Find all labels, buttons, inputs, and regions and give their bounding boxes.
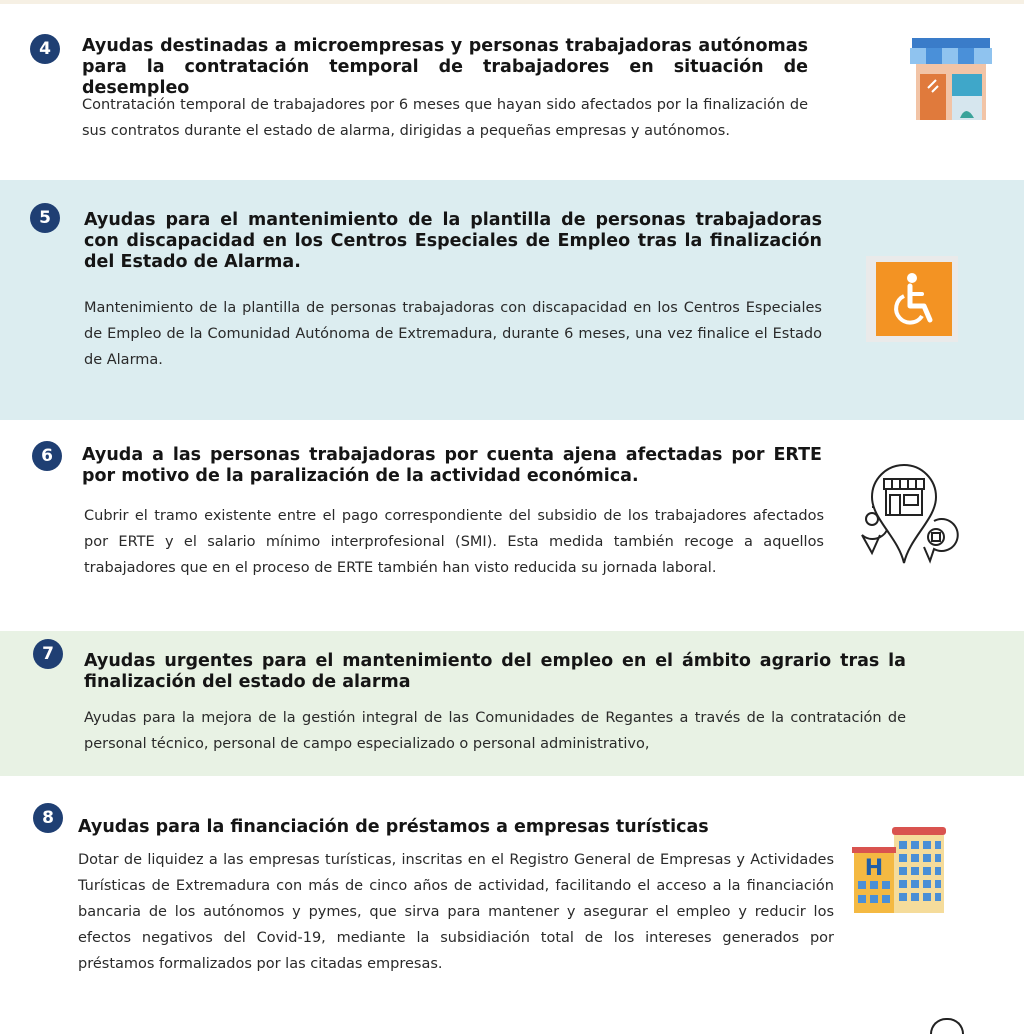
aid-item-4 <box>0 18 1024 178</box>
next-icon-edge <box>930 1018 964 1034</box>
item-title: Ayudas destinadas a microempresas y personas trabajadoras autónomas para la contratación temporal de trabajadores en situación de desempleo <box>82 36 808 98</box>
item-title: Ayuda a las personas trabajadoras por cuenta ajena afectadas por ERTE por motivo de la paralización de la actividad económica. <box>82 445 822 486</box>
aid-item-6 <box>0 421 1024 631</box>
top-divider <box>0 0 1024 4</box>
hotel-letter: H <box>864 856 884 881</box>
item-description: Mantenimiento de la plantilla de personas trabajadoras con discapacidad en los Centros Especiales de Empleo de la Comunidad Autónoma de Extremadura, durante 6 meses, una vez finalice el Estado de Alarma. <box>84 300 822 368</box>
item-description: Contratación temporal de trabajadores por 6 meses que hayan sido afectados por la finalización de sus contratos durante el estado de alarma, dirigidas a pequeñas empresas y autónomos. <box>82 97 808 139</box>
aid-item-5 <box>0 180 1024 420</box>
item-title: Ayudas para la financiación de préstamos a empresas turísticas <box>78 817 709 837</box>
item-number-badge: 7 <box>33 639 63 669</box>
item-number-badge: 8 <box>33 803 63 833</box>
item-number-badge: 4 <box>30 34 60 64</box>
aid-item-7 <box>0 631 1024 776</box>
shop-location-pins-icon <box>850 461 960 565</box>
shop-storefront-icon <box>908 32 994 122</box>
item-title: Ayudas para el mantenimiento de la plantilla de personas trabajadoras con discapacidad en los Centros Especiales de Empleo tras la finalización del Estado de Alarma. <box>84 210 822 272</box>
wheelchair-accessibility-icon <box>866 256 958 342</box>
item-description: Cubrir el tramo existente entre el pago correspondiente del subsidio de los trabajadores afectados por ERTE y el salario mínimo interprofesional (SMI). Esta medida también recoge a aquellos trabajadores que en el proceso de ERTE también han visto reducida su jornada laboral. <box>84 508 824 576</box>
aid-item-8 <box>0 777 1024 1024</box>
hotel-building-icon <box>850 821 950 915</box>
item-description: Ayudas para la mejora de la gestión integral de las Comunidades de Regantes a través de la contratación de personal técnico, personal de campo especializado o personal administrativo, <box>84 710 906 752</box>
item-title: Ayudas urgentes para el mantenimiento del empleo en el ámbito agrario tras la finalización del estado de alarma <box>84 651 906 692</box>
item-number-badge: 5 <box>30 203 60 233</box>
item-description: Dotar de liquidez a las empresas turísticas, inscritas en el Registro General de Empresas y Actividades Turísticas de Extremadura con más de cinco años de actividad, facilitando el acceso a la financiación bancaria de los autónomos y pymes, que sirva para mantener y asegurar el empleo y reducir los efectos negativos del Covid-19, mediante la subsidiación total de los intereses generados por préstamos formalizados por las citadas empresas. <box>78 852 834 972</box>
item-number-badge: 6 <box>32 441 62 471</box>
